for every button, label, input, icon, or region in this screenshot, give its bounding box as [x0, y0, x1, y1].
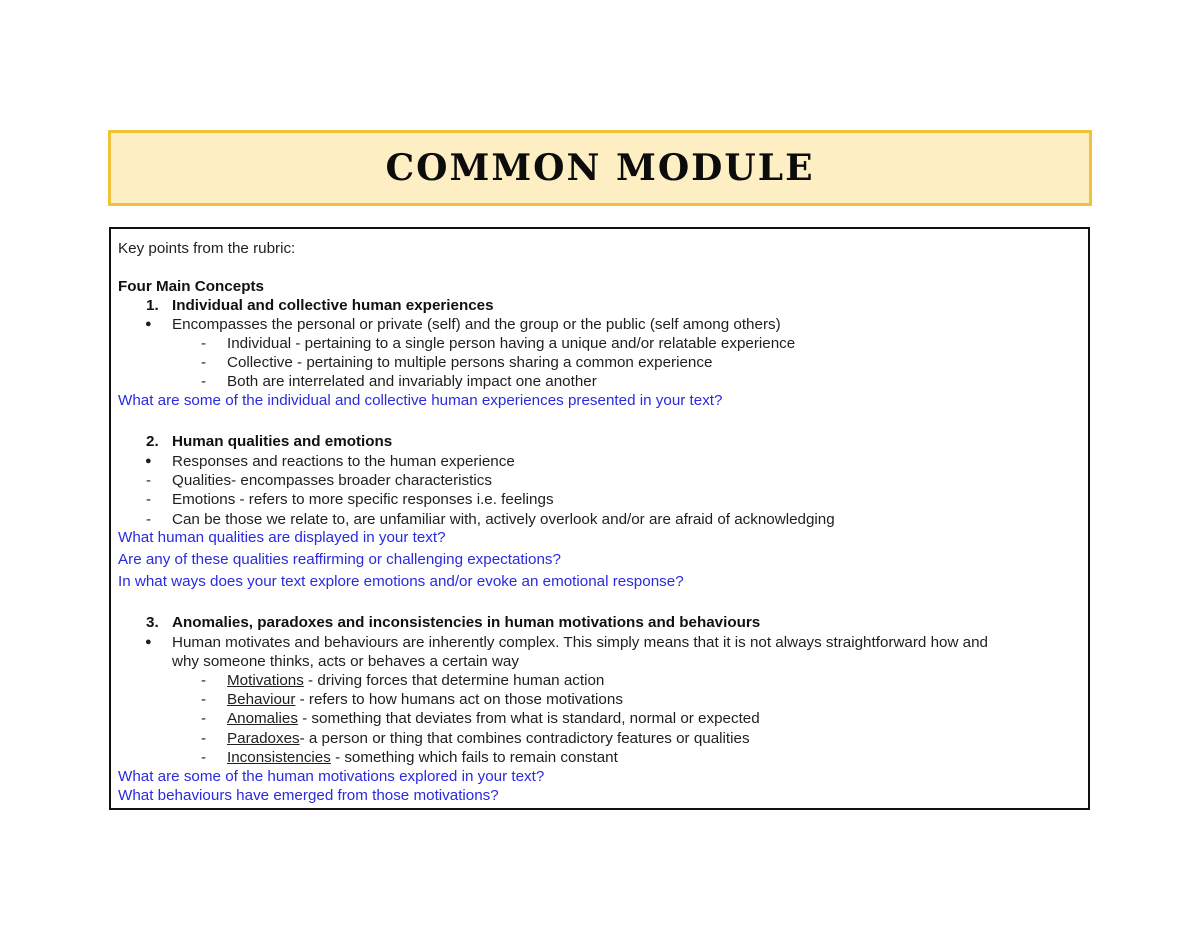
dash-marker: -	[201, 335, 207, 352]
term-definition	[227, 690, 623, 709]
dash-marker: -	[201, 373, 207, 390]
term-definition	[227, 748, 618, 767]
section-heading: Four Main Concepts	[118, 278, 264, 295]
definition-text: - refers to how humans act on those motivations	[295, 691, 623, 708]
definition-text: - something that deviates from what is standard, normal or expected	[297, 710, 760, 727]
guiding-question: What are some of the individual and collective human experiences presented in your text?	[118, 392, 723, 409]
term-definition	[227, 729, 750, 748]
concept-title: Anomalies, paradoxes and inconsistencies in human motivations and behaviours	[172, 614, 761, 631]
guiding-question: In what ways does your text explore emotions and/or evoke an emotional response?	[118, 573, 684, 590]
concept-number: 3.	[146, 614, 159, 631]
definition-text: - something which fails to remain constant	[330, 749, 618, 766]
rubric-intro: Key points from the rubric:	[118, 240, 296, 257]
dash-text: Both are interrelated and invariably impact one another	[227, 373, 597, 390]
bullet-marker: ●	[145, 455, 152, 467]
bullet-marker: ●	[145, 318, 152, 330]
term-word: Anomalies	[227, 710, 298, 727]
guiding-question: What behaviours have emerged from those motivations?	[118, 787, 499, 804]
dash-marker: -	[201, 354, 207, 371]
title-banner	[108, 130, 1092, 206]
guiding-question: What are some of the human motivations explored in your text?	[118, 768, 545, 785]
term-definition	[227, 709, 760, 728]
guiding-question: What human qualities are displayed in your text?	[118, 529, 446, 546]
bullet-text: Human motivates and behaviours are inherently complex. This simply means that it is not always straightforward how and	[172, 634, 989, 651]
dash-marker: -	[146, 491, 152, 508]
page-title: COMMON MODULE	[385, 147, 815, 189]
bullet-text: Encompasses the personal or private (self) and the group or the public (self among others)	[172, 316, 781, 333]
term-word: Inconsistencies	[227, 749, 331, 766]
dash-text: Emotions - refers to more specific responses i.e. feelings	[172, 491, 554, 508]
term-word: Behaviour	[227, 691, 296, 708]
definition-text: - driving forces that determine human action	[303, 672, 605, 689]
concept-title: Individual and collective human experiences	[172, 297, 494, 314]
term-word: Paradoxes	[227, 730, 300, 747]
guiding-question: Are any of these qualities reaffirming or challenging expectations?	[118, 551, 561, 568]
bullet-marker: ●	[145, 636, 152, 648]
term-definition	[227, 671, 604, 690]
dash-text: Can be those we relate to, are unfamiliar with, actively overlook and/or are afraid of acknowledging	[172, 511, 835, 528]
bullet-text: Responses and reactions to the human experience	[172, 453, 515, 470]
concept-number: 1.	[146, 297, 159, 314]
concept-title: Human qualities and emotions	[172, 433, 393, 450]
dash-marker: -	[146, 472, 152, 489]
dash-marker: -	[201, 749, 207, 766]
dash-text: Collective - pertaining to multiple persons sharing a common experience	[227, 354, 713, 371]
dash-marker: -	[201, 730, 207, 747]
definition-text: - a person or thing that combines contradictory features or qualities	[299, 730, 750, 747]
dash-marker: -	[201, 691, 207, 708]
dash-text: Qualities- encompasses broader characteristics	[172, 472, 492, 489]
dash-marker: -	[146, 511, 152, 528]
concept-number: 2.	[146, 433, 159, 450]
bullet-text-continued: why someone thinks, acts or behaves a certain way	[172, 653, 519, 670]
dash-marker: -	[201, 672, 207, 689]
dash-text: Individual - pertaining to a single person having a unique and/or relatable experience	[227, 335, 796, 352]
dash-marker: -	[201, 710, 207, 727]
term-word: Motivations	[227, 672, 304, 689]
